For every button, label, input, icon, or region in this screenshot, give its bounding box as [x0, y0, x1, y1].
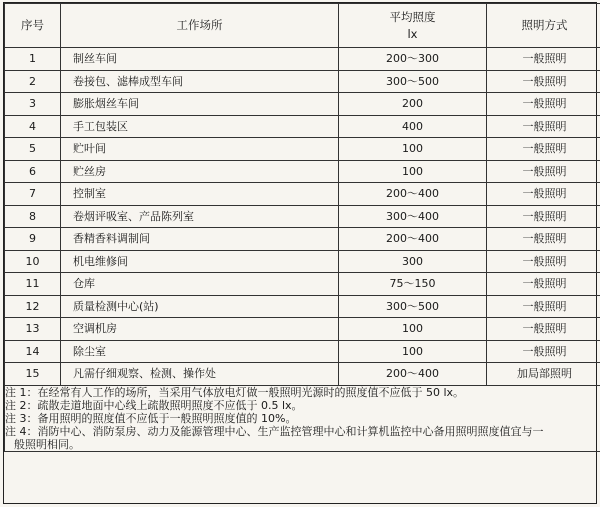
cell-lux: 200～300: [339, 48, 487, 71]
note-3: 注 3：备用照明的照度值不应低于一般照明照度值的 10%。: [5, 411, 297, 425]
cell-lux: 200～400: [339, 183, 487, 206]
header-mode: 照明方式: [487, 4, 600, 48]
cell-no: 14: [5, 340, 61, 363]
cell-place: 卷烟评吸室、产品陈列室: [61, 205, 339, 228]
table-row: [5, 93, 600, 116]
header-lux-label: 平均照度: [389, 9, 436, 24]
cell-place: 卷接包、滤棒成型车间: [61, 70, 339, 93]
cell-mode: 一般照明: [487, 318, 600, 341]
cell-place: 机电维修间: [61, 250, 339, 273]
cell-lux: 200～400: [339, 363, 487, 386]
cell-no: 9: [5, 228, 61, 251]
cell-lux: 300～500: [339, 70, 487, 93]
table-row: [5, 183, 600, 206]
cell-no: 1: [5, 48, 61, 71]
cell-lux: 100: [339, 340, 487, 363]
cell-lux: 100: [339, 138, 487, 161]
cell-no: 5: [5, 138, 61, 161]
cell-lux: 200: [339, 93, 487, 116]
cell-no: 15: [5, 363, 61, 386]
cell-no: 7: [5, 183, 61, 206]
cell-mode: 一般照明: [487, 115, 600, 138]
cell-no: 4: [5, 115, 61, 138]
table-row: [5, 228, 600, 251]
cell-place: 贮丝房: [61, 160, 339, 183]
note-4: 注 4：消防中心、消防泵房、动力及能源管理中心、生产监控管理中心和计算机监控中心备用照明照度值宜与一: [5, 424, 544, 438]
table-row: [5, 295, 600, 318]
cell-lux: 100: [339, 318, 487, 341]
cell-mode: 一般照明: [487, 160, 600, 183]
lighting-standard-table-sheet: [3, 2, 597, 504]
cell-mode: 一般照明: [487, 70, 600, 93]
cell-mode: 一般照明: [487, 138, 600, 161]
table-row: [5, 363, 600, 386]
cell-lux: 400: [339, 115, 487, 138]
note-4-continued: 般照明相同。: [14, 437, 80, 451]
cell-place: 仓库: [61, 273, 339, 296]
cell-place: 质量检测中心(站): [61, 295, 339, 318]
table-row: [5, 70, 600, 93]
cell-lux: 300～400: [339, 205, 487, 228]
table-row: [5, 115, 600, 138]
cell-mode: 一般照明: [487, 183, 600, 206]
table-row: [5, 250, 600, 273]
cell-place: 除尘室: [61, 340, 339, 363]
cell-place: 空调机房: [61, 318, 339, 341]
cell-place: 手工包装区: [61, 115, 339, 138]
header-lux-unit: lx: [407, 26, 418, 41]
table-body: [5, 48, 600, 386]
cell-no: 3: [5, 93, 61, 116]
header-lux: [339, 4, 487, 48]
table-row: [5, 318, 600, 341]
table-row: [5, 138, 600, 161]
cell-mode: 一般照明: [487, 93, 600, 116]
cell-lux: 300: [339, 250, 487, 273]
cell-mode: 一般照明: [487, 273, 600, 296]
cell-place: 凡需仔细观察、检测、操作处: [61, 363, 339, 386]
table-row: [5, 340, 600, 363]
cell-place: 香精香料调制间: [61, 228, 339, 251]
cell-mode: 一般照明: [487, 250, 600, 273]
note-2: 注 2：疏散走道地面中心线上疏散照明照度不应低于 0.5 lx。: [5, 398, 303, 412]
header-no: 序号: [5, 4, 61, 48]
cell-mode: 一般照明: [487, 48, 600, 71]
cell-place: 控制室: [61, 183, 339, 206]
cell-place: 膨胀烟丝车间: [61, 93, 339, 116]
notes-cell: [5, 385, 600, 451]
cell-lux: 200～400: [339, 228, 487, 251]
cell-place: 制丝车间: [61, 48, 339, 71]
cell-lux: 100: [339, 160, 487, 183]
cell-mode: 一般照明: [487, 340, 600, 363]
illuminance-table: [4, 3, 600, 452]
cell-no: 10: [5, 250, 61, 273]
cell-lux: 300～500: [339, 295, 487, 318]
cell-no: 12: [5, 295, 61, 318]
table-row: [5, 48, 600, 71]
cell-mode: 一般照明: [487, 295, 600, 318]
table-row: [5, 273, 600, 296]
table-row: [5, 205, 600, 228]
table-header-row: [5, 4, 600, 48]
cell-mode: 加局部照明: [487, 363, 600, 386]
cell-no: 13: [5, 318, 61, 341]
cell-mode: 一般照明: [487, 205, 600, 228]
cell-no: 8: [5, 205, 61, 228]
cell-place: 贮叶间: [61, 138, 339, 161]
notes-row: [5, 385, 600, 451]
cell-no: 6: [5, 160, 61, 183]
table-row: [5, 160, 600, 183]
note-1: 注 1：在经常有人工作的场所，当采用气体放电灯做一般照明光源时的照度值不应低于 50 lx。: [5, 385, 465, 399]
header-place: 工作场所: [61, 4, 339, 48]
cell-no: 11: [5, 273, 61, 296]
cell-no: 2: [5, 70, 61, 93]
cell-mode: 一般照明: [487, 228, 600, 251]
cell-lux: 75～150: [339, 273, 487, 296]
